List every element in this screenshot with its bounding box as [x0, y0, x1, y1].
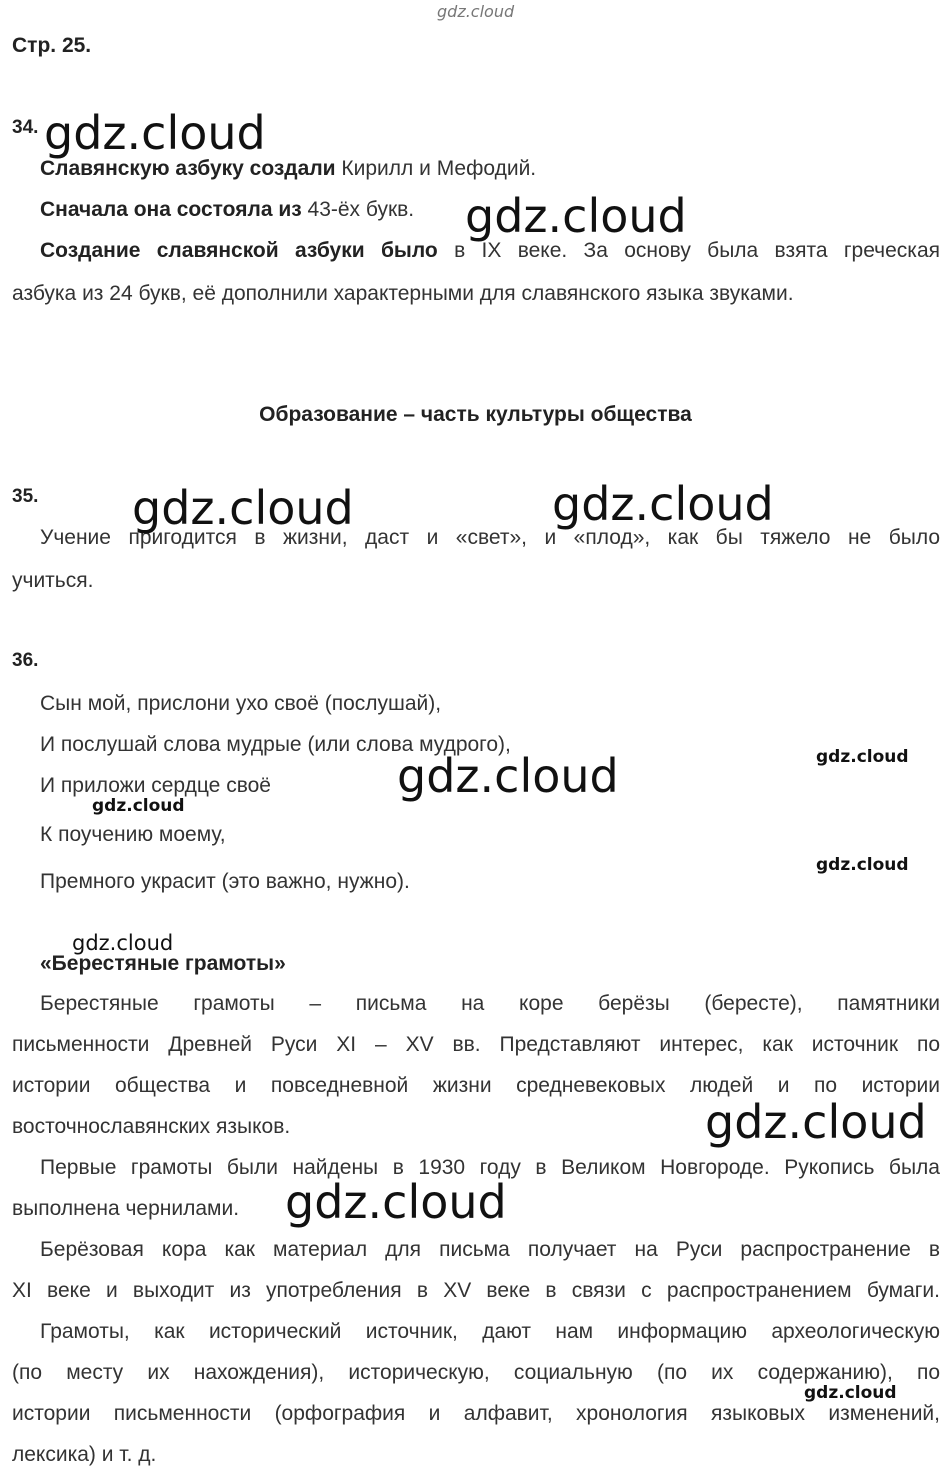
q34-line2-bold: Сначала она состояла из — [40, 198, 302, 221]
q35-line2: учиться. — [12, 569, 94, 592]
birch-p4-line: (по месту их нахождения), историческую, социальную (по их содержанию), по — [12, 1361, 940, 1384]
watermark: gdz.cloud — [92, 796, 185, 816]
birch-p4-line: истории письменности (орфография и алфавит, хронология языковых изменений, — [12, 1402, 940, 1425]
birch-p3-line: XI веке и выходит из употребления в XV веке в связи с распространением бумаги. — [12, 1279, 940, 1302]
q34-line1-rest: Кирилл и Мефодий. — [335, 157, 537, 180]
birch-p2-line: выполнена чернилами. — [12, 1197, 240, 1220]
watermark: gdz.cloud — [285, 1175, 507, 1229]
watermark: gdz.cloud — [816, 747, 909, 767]
birch-p4-line: Грамоты, как исторический источник, дают нам информацию археологическую — [40, 1320, 940, 1343]
header-watermark: gdz.cloud — [437, 2, 515, 21]
watermark: gdz.cloud — [804, 1383, 897, 1403]
q34-line1-bold: Славянскую азбуку создали — [40, 157, 336, 180]
q34-line4: азбука из 24 букв, её дополнили характерными для славянского языка звуками. — [12, 282, 794, 305]
watermark: gdz.cloud — [397, 749, 619, 803]
q34-line2 — [40, 197, 414, 223]
q34-line3-rest: в IX веке. За основу была взята греческая — [437, 239, 940, 262]
poem-line: И приложи сердце своё — [40, 774, 271, 797]
poem-line: Сын мой, прислони ухо своё (послушай), — [40, 692, 442, 715]
birch-p1-line: истории общества и повседневной жизни средневековых людей и по истории — [12, 1074, 940, 1097]
q35-line1: Учение пригодится в жизни, даст и «свет», и «плод», как бы тяжело не было — [40, 526, 940, 549]
birch-title: «Берестяные грамоты» — [40, 952, 286, 975]
birch-p1-line: восточнославянских языков. — [12, 1115, 291, 1138]
q34-number: 34. — [12, 117, 39, 138]
q36-number: 36. — [12, 650, 39, 671]
q34-line2-rest: 43-ёх букв. — [301, 198, 415, 221]
watermark: gdz.cloud — [552, 477, 774, 531]
watermark: gdz.cloud — [816, 855, 909, 875]
watermark: gdz.cloud — [465, 189, 687, 243]
poem-line: И послушай слова мудрые (или слова мудрого), — [40, 733, 511, 756]
watermark: gdz.cloud — [132, 481, 354, 535]
poem-line: Премного украсит (это важно, нужно). — [40, 870, 410, 893]
birch-p2-line: Первые грамоты были найдены в 1930 году в Великом Новгороде. Рукопись была — [40, 1156, 940, 1179]
q35-number: 35. — [12, 486, 39, 507]
birch-p1-line: письменности Древней Руси XI – XV вв. Представляют интерес, как источник по — [12, 1033, 940, 1056]
birch-p4-line: лексика) и т. д. — [12, 1443, 157, 1466]
birch-p1-line: Берестяные грамоты – письма на коре берёзы (бересте), памятники — [40, 992, 940, 1015]
page-label: Стр. 25. — [12, 34, 92, 57]
watermark: gdz.cloud — [44, 106, 266, 160]
section-title: Образование – часть культуры общества — [259, 403, 692, 426]
q34-line3-bold: Создание славянской азбуки было — [40, 239, 438, 262]
birch-p3-line: Берёзовая кора как материал для письма получает на Руси распространение в — [40, 1238, 940, 1261]
watermark: gdz.cloud — [705, 1095, 927, 1149]
poem-line: К поучению моему, — [40, 823, 226, 846]
watermark: gdz.cloud — [72, 931, 174, 955]
